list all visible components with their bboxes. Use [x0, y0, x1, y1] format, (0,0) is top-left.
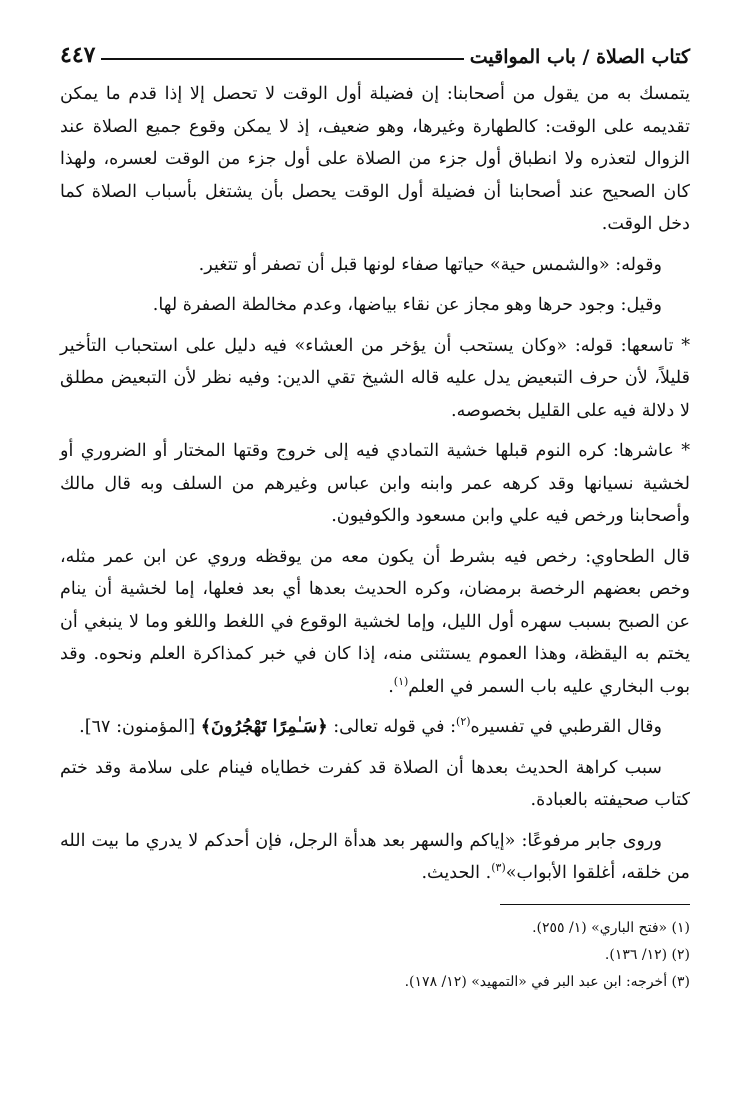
footnote-ref: (١) — [393, 674, 409, 688]
page-number: ٤٤٧ — [60, 42, 96, 68]
paragraph: وقيل: وجود حرها وهو مجاز عن نقاء بياضها، وعدم مخالطة الصفرة لها. — [152, 295, 662, 315]
footnote-ref: (٣) — [491, 861, 506, 875]
paragraph: وقوله: «والشمس حية» حياتها صفاء لونها قبل أن تصفر أو تتغير. — [198, 254, 662, 275]
footnote-separator — [500, 904, 690, 905]
footnote: (١) «فتح الباري» (١/ ٢٥٥). — [532, 919, 690, 936]
footnote: (٣) أخرجه: ابن عبد البر في «التمهيد» (١٢/ ١٧٨). — [404, 973, 690, 990]
paragraph — [60, 541, 690, 704]
footnote: (٢) (١٢/ ١٣٦). — [604, 946, 690, 963]
paragraph: * تاسعها: قوله: «وكان يستحب أن يؤخر من العشاء» فيه دليل على استحباب التأخير قليلاً، لأن حرف التبعيض يدل عليه قاله الشيخ تقي الدين: وفيه نظر لأن التبعيض مطلق لا دلالة فيه على القليل بخصوصه. — [60, 335, 690, 421]
footnotes — [60, 915, 690, 996]
paragraph-end: [المؤمنون: ٦٧]. — [79, 717, 201, 737]
quran-verse: ﴿سَـٰمِرًا تَهْجُرُونَ﴾ — [200, 716, 328, 737]
paragraph-text: : في قوله تعالى: — [327, 717, 457, 737]
paragraph: سبب كراهة الحديث بعدها أن الصلاة قد كفرت خطاياه فينام على سلامة وقد ختم كتاب صحيفته بالعبادة. — [60, 757, 690, 810]
footnote-ref: (٢) — [456, 715, 471, 729]
page-header — [60, 28, 690, 68]
paragraph-end: . الحديث. — [421, 863, 492, 883]
paragraph-end: . — [388, 676, 394, 697]
paragraph-text: قال الطحاوي: رخص فيه بشرط أن يكون معه من يوقظه وروي عن ابن عمر مثله، وخص بعضهم الرخصة برمضان، وكره الحديث بعدها أي بعد فعلها، إما لخشية أن ينام عن الصبح بسبب سهره أول الليل، وإما لخشية الوقوع في اللغط واللغو وما لا ينبغي أن يختم به اليقظة، وهذا العموم يستثنى منه، إذا كان في خبر كمذاكرة العلم ونحوه. وقد بوب البخاري عليه باب السمر في العلم — [60, 546, 690, 697]
paragraph — [60, 825, 690, 890]
header-rule — [101, 58, 463, 60]
main-text — [60, 78, 690, 890]
running-title: كتاب الصلاة / باب المواقيت — [469, 46, 690, 68]
paragraph: * عاشرها: كره النوم قبلها خشية التمادي فيه إلى خروج وقتها المختار أو الضروري أو لخشية نسيانها وقد كرهه عمر وابنه وابن عباس وغيرهم من السلف وبه قال مالك وأصحابنا ورخص فيه علي وابن مسعود والكوفيون. — [60, 441, 690, 526]
book-page — [60, 28, 690, 996]
paragraph — [60, 711, 690, 744]
paragraph-text: وروى جابر مرفوعًا: «إياكم والسهر بعد هدأة الرجل، فإن أحدكم لا يدري ما بيت الله من خلقه، أغلقوا الأبواب» — [60, 830, 690, 883]
paragraph: يتمسك به من يقول من أصحابنا: إن فضيلة أول الوقت لا تحصل إلا إذا قدم ما يمكن تقديمه على الوقت: كالطهارة وغيرها، وهو ضعيف، إذ لا يمكن وقوع جميع الصلاة عند الزوال لتعذره ولا انطباق أول جزء من الصلاة على أول جزء من الوقت لعسره، ولهذا كان الصحيح عند أصحابنا أن فضيلة أول الوقت يحصل بأن يشتغل بأسباب الصلاة كما دخل الوقت. — [60, 84, 690, 234]
paragraph-text: وقال القرطبي في تفسيره — [470, 717, 662, 737]
